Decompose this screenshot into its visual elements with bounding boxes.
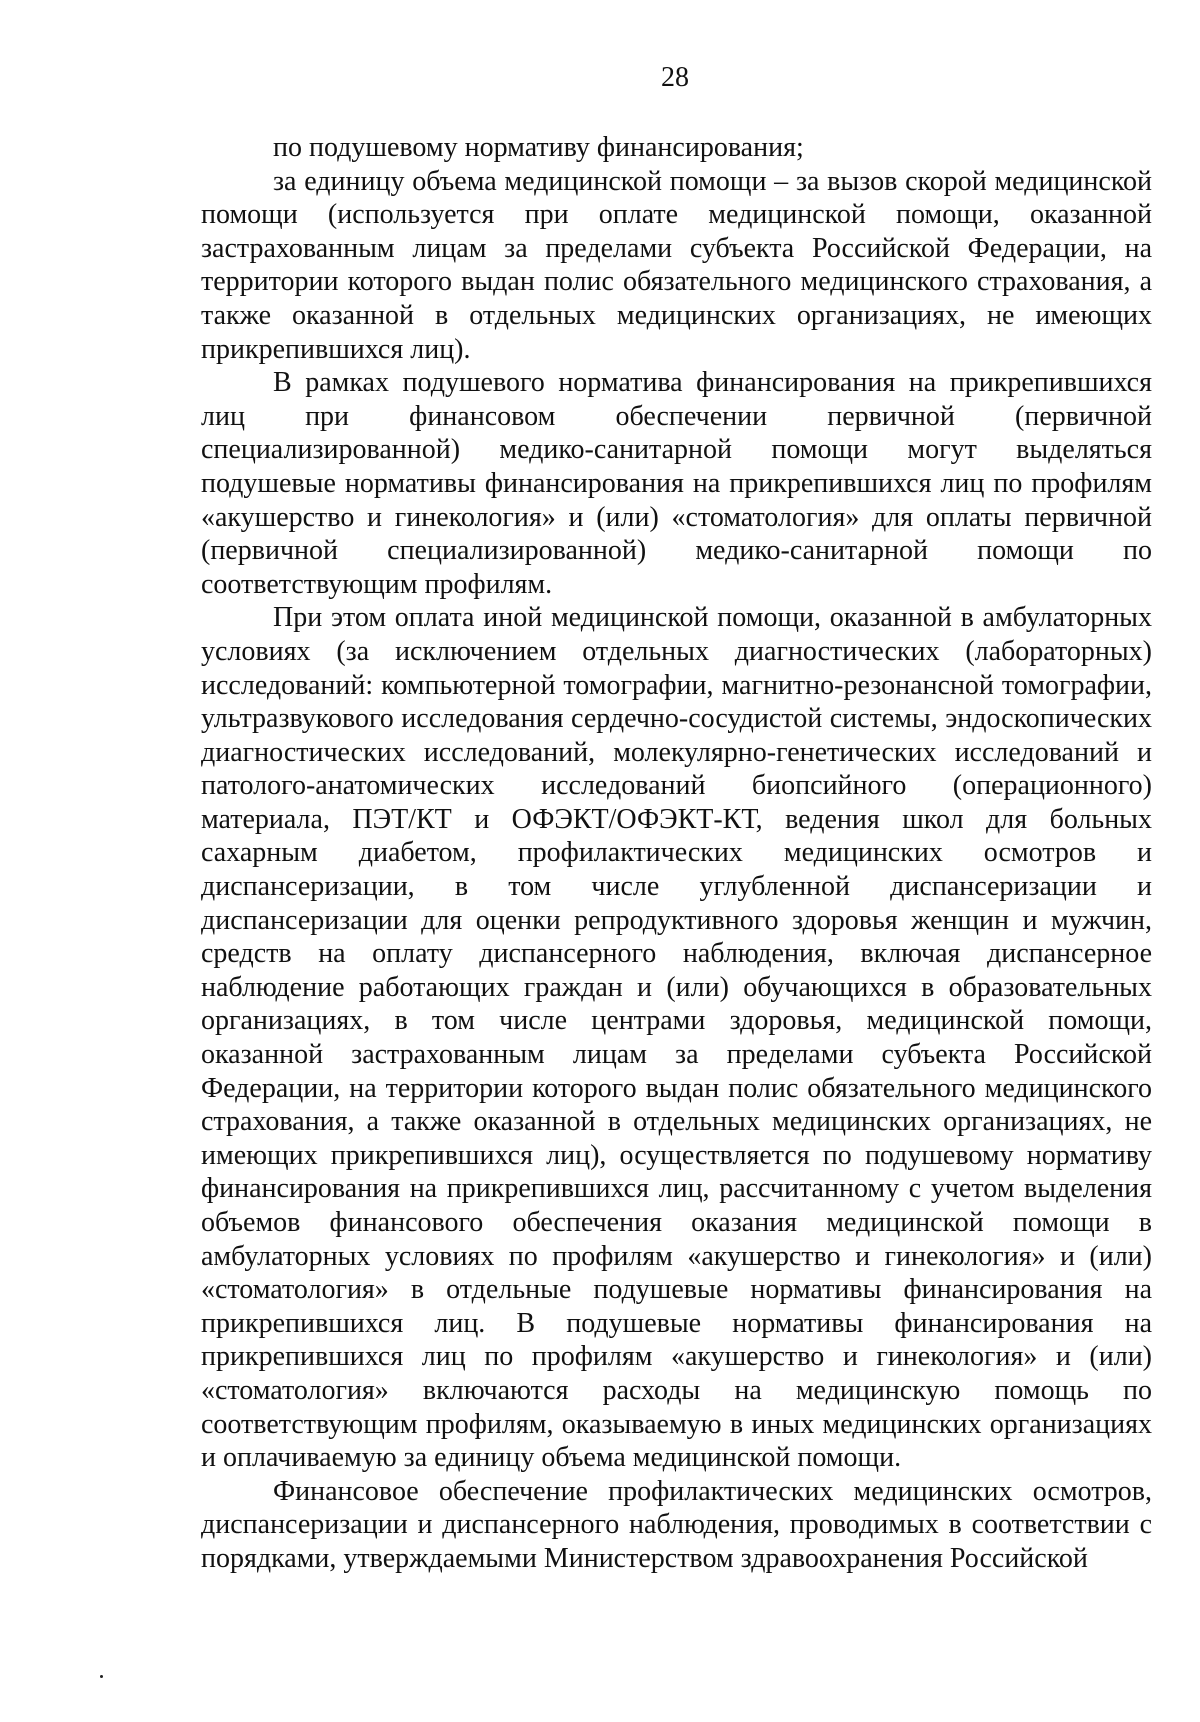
paragraph-5: Финансовое обеспечение профилактических медицинских осмотров, диспансеризации и диспансерного наблюдения, проводимых в соответствии с порядками, утверждаемыми Министерством здравоохранения Российской bbox=[201, 1475, 1152, 1574]
page-number: 28 bbox=[661, 62, 689, 93]
paragraph-2: за единицу объема медицинской помощи – за вызов скорой медицинской помощи (используется при оплате медицинской помощи, оказанной застрахованным лицам за пределами субъекта Российской Федерации, на территории которого выдан полис обязательного медицинского страхования, а также оказанной в отдельных медицинских организациях, не имеющих прикрепившихся лиц). bbox=[201, 165, 1152, 365]
scan-speck bbox=[100, 1675, 103, 1678]
document-body bbox=[201, 131, 1152, 1576]
paragraph-4: При этом оплата иной медицинской помощи, оказанной в амбулаторных условиях (за исключением отдельных диагностических (лабораторных) исследований: компьютерной томографии, магнитно-резонансной томографии, ультразвукового исследования сердечно-сосудистой системы, эндоскопических диагностических исследований, молекулярно-генетических исследований и патолого-анатомических исследований биопсийного (операционного) материала, ПЭТ/КТ и ОФЭКТ/ОФЭКТ-КТ, ведения школ для больных сахарным диабетом, профилактических медицинских осмотров и диспансеризации, в том числе углубленной диспансеризации и диспансеризации для оценки репродуктивного здоровья женщин и мужчин, средств на оплату диспансерного наблюдения, включая диспансерное наблюдение работающих граждан и (или) обучающихся в образовательных организациях, в том числе центрами здоровья, медицинской помощи, оказанной застрахованным лицам за пределами субъекта Российской Федерации, на территории которого выдан полис обязательного медицинского страхования, а также оказанной в отдельных медицинских организациях, не имеющих прикрепившихся лиц), осуществляется по подушевому нормативу финансирования на прикрепившихся лиц, рассчитанному с учетом выделения объемов финансового обеспечения оказания медицинской помощи в амбулаторных условиях по профилям «акушерство и гинекология» и (или) «стоматология» в отдельные подушевые нормативы финансирования на прикрепившихся лиц. В подушевые нормативы финансирования на прикрепившихся лиц по профилям «акушерство и гинекология» и (или) «стоматология» включаются расходы на медицинскую помощь по соответствующим профилям, оказываемую в иных медицинских организациях и оплачиваемую за единицу объема медицинской помощи. bbox=[201, 602, 1152, 1474]
paragraph-3: В рамках подушевого норматива финансирования на прикрепившихся лиц при финансовом обеспечении первичной (первичной специализированной) медико-санитарной помощи могут выделяться подушевые нормативы финансирования на прикрепившихся лиц по профилям «акушерство и гинекология» и (или) «стоматология» для оплаты первичной (первичной специализированной) медико-санитарной помощи по соответствующим профилям. bbox=[201, 367, 1152, 600]
paragraph-1: по подушевому нормативу финансирования; bbox=[273, 132, 804, 163]
